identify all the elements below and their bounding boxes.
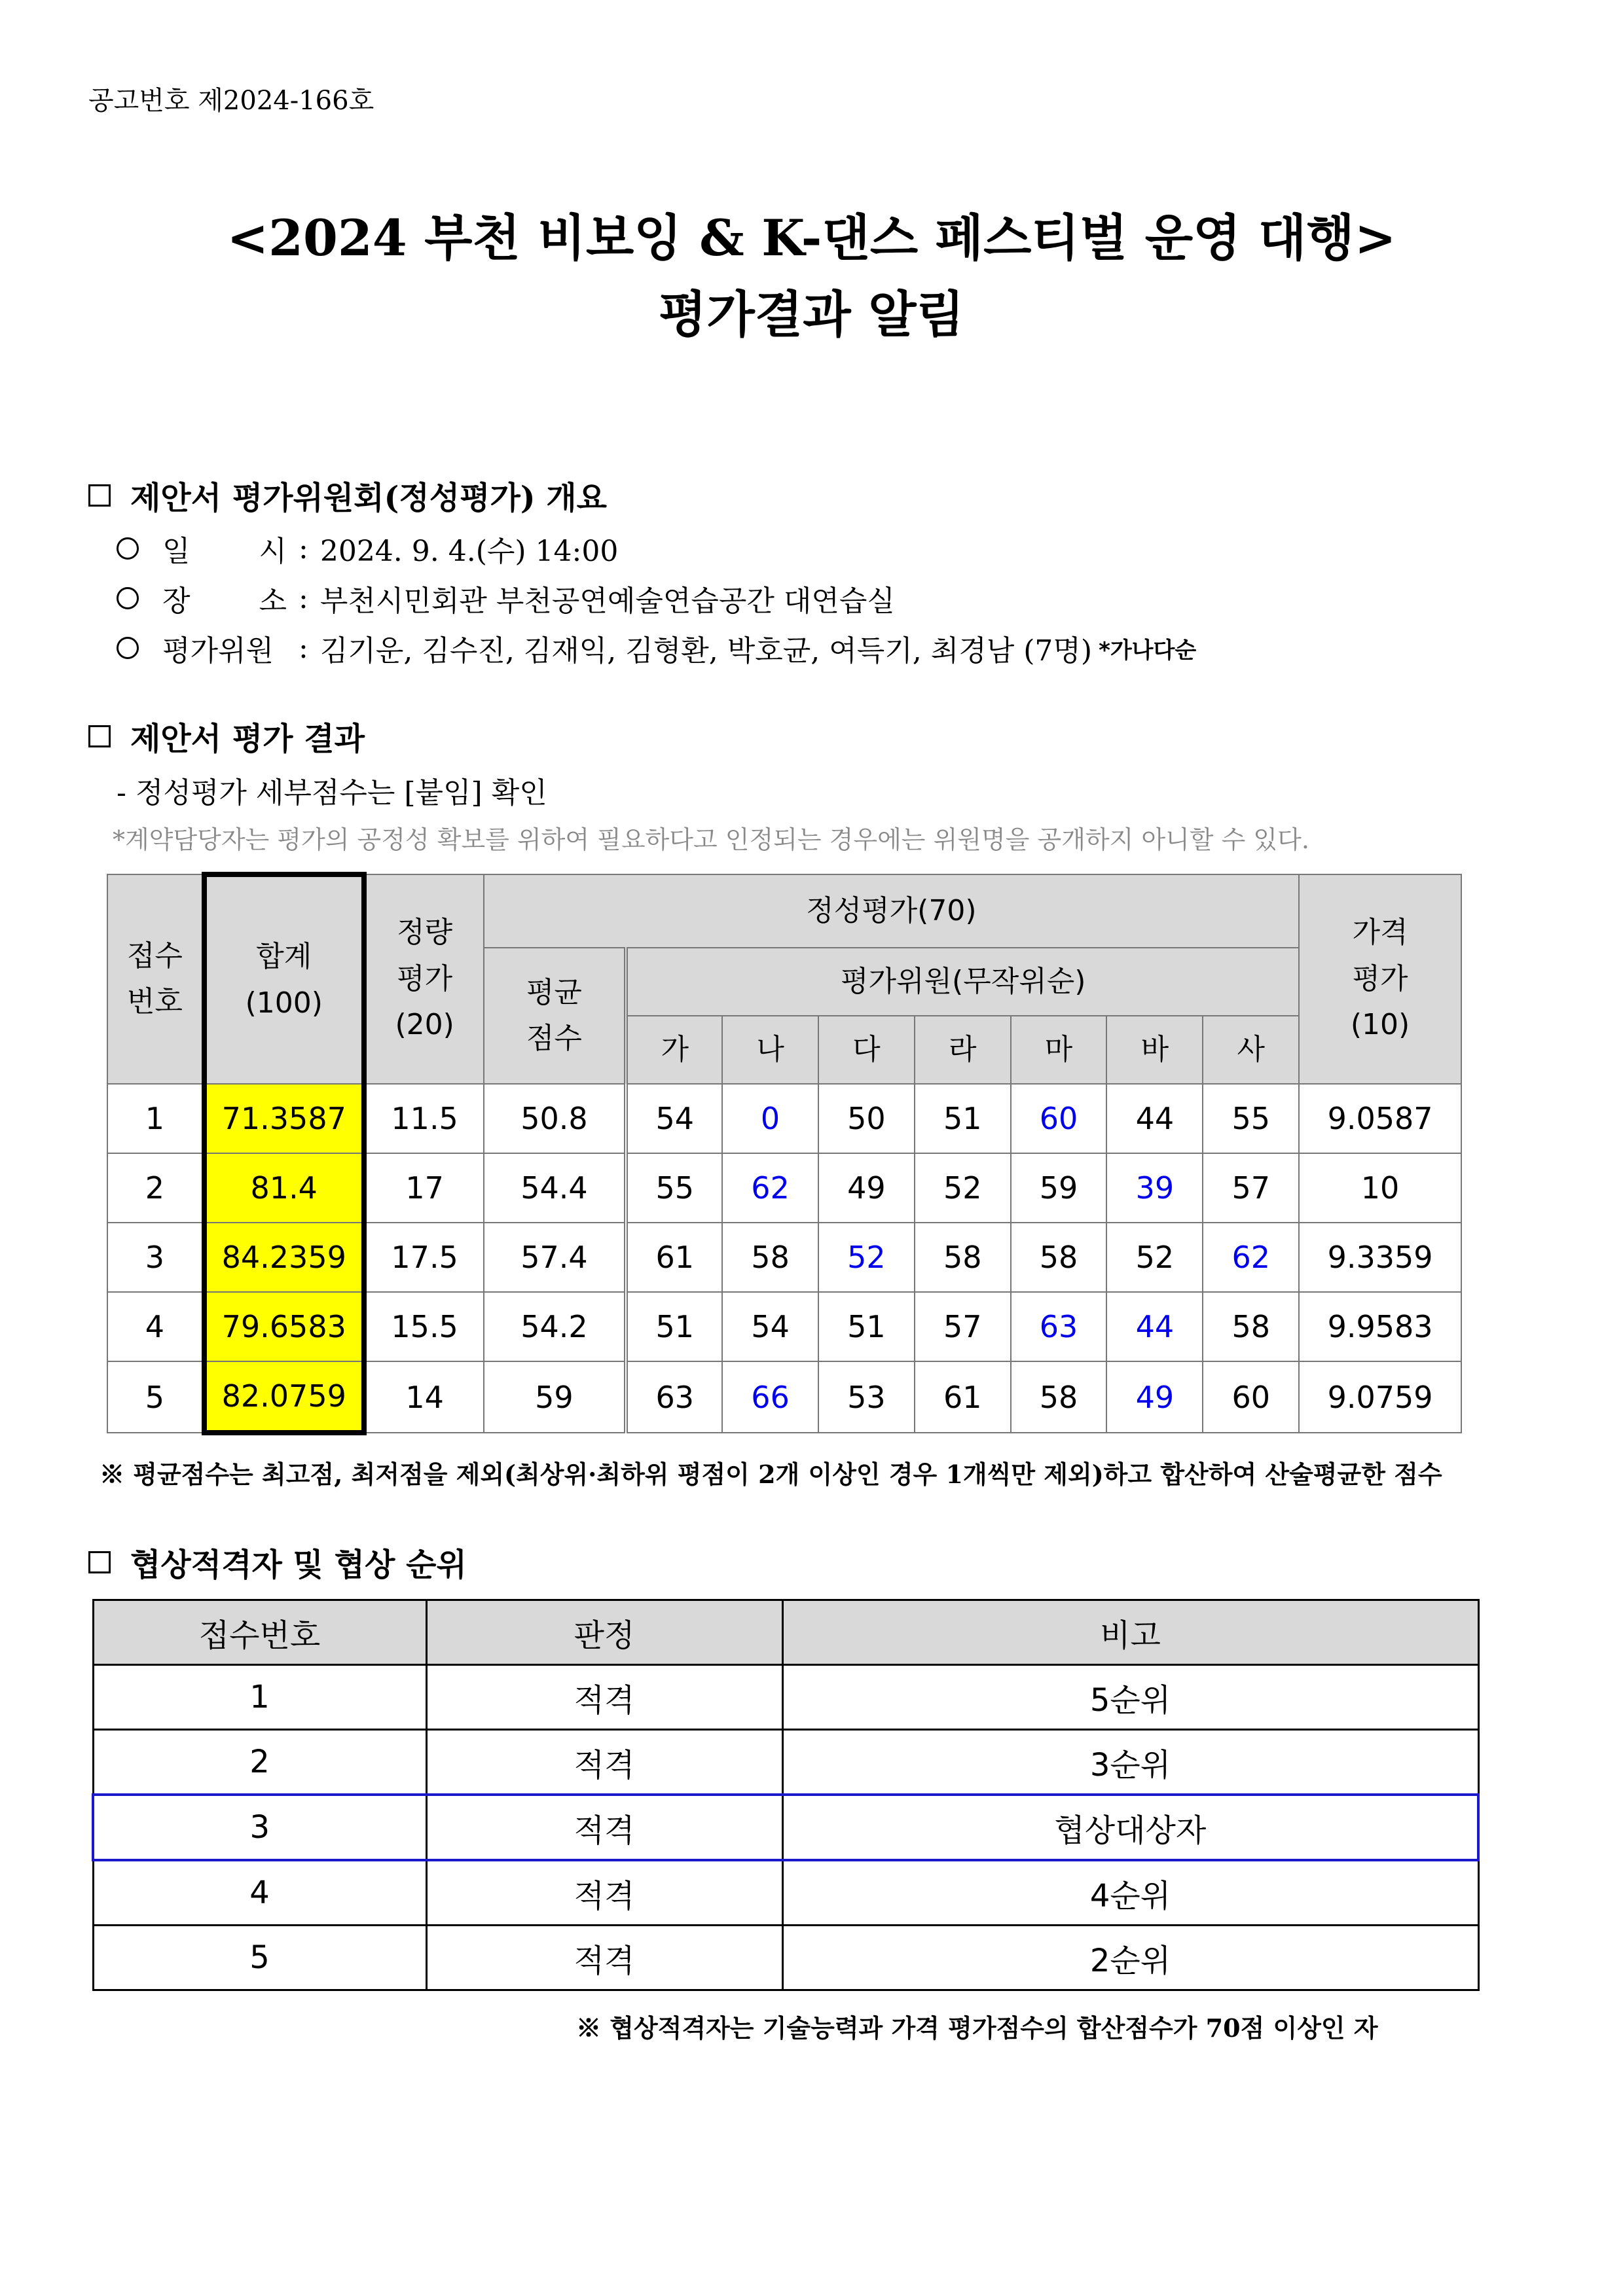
evaluator-score-cell: 66 xyxy=(722,1361,818,1433)
negotiation-row xyxy=(93,1730,1478,1795)
evaluator-score-cell: 44 xyxy=(1106,1084,1203,1153)
section-overview-heading: 제안서 평가위원회(정성평가) 개요 xyxy=(88,473,607,518)
negotiation-row xyxy=(93,1665,1478,1730)
judgement-cell: 적격 xyxy=(426,1795,782,1860)
avg-score-cell: 54.2 xyxy=(484,1292,627,1361)
evaluator-header: 사 xyxy=(1203,1016,1299,1084)
evaluator-header: 바 xyxy=(1106,1016,1203,1084)
score-row xyxy=(107,1153,1461,1223)
receipt-no-cell: 5 xyxy=(107,1361,204,1433)
evaluator-header: 가 xyxy=(626,1016,722,1084)
header-total: 합계 (100) xyxy=(204,874,364,1084)
evaluator-score-cell: 62 xyxy=(722,1153,818,1223)
judgement-cell: 적격 xyxy=(426,1730,782,1795)
header-receipt-no: 접수 번호 xyxy=(107,874,204,1084)
total-score-cell: 79.6583 xyxy=(204,1292,364,1361)
receipt-no-cell: 2 xyxy=(107,1153,204,1223)
evaluator-score-cell: 52 xyxy=(915,1153,1011,1223)
remark-cell: 2순위 xyxy=(782,1926,1478,1990)
header-avg: 평균 점수 xyxy=(484,948,627,1084)
evaluator-header: 나 xyxy=(722,1016,818,1084)
total-score-cell: 81.4 xyxy=(204,1153,364,1223)
header-price: 가격 평가 (10) xyxy=(1299,874,1461,1084)
evaluator-score-cell: 60 xyxy=(1011,1084,1107,1153)
score-row xyxy=(107,1084,1461,1153)
section-negotiation-heading: 협상적격자 및 협상 순위 xyxy=(88,1539,467,1585)
remark-cell: 협상대상자 xyxy=(782,1795,1478,1860)
results-disclaimer: *계약담당자는 평가의 공정성 확보를 위하여 필요하다고 인정되는 경우에는 위원명을 공개하지 아니할 수 있다. xyxy=(113,825,1309,854)
evaluator-score-cell: 51 xyxy=(626,1292,722,1361)
evaluator-score-cell: 57 xyxy=(1203,1153,1299,1223)
evaluator-score-cell: 53 xyxy=(818,1361,915,1433)
evaluator-score-cell: 54 xyxy=(722,1292,818,1361)
quant-score-cell: 17 xyxy=(364,1153,484,1223)
receipt-no-cell: 3 xyxy=(107,1223,204,1292)
square-bullet-icon xyxy=(88,725,111,747)
overview-item-place: 장 소 : 부천시민회관 부천공연예술연습공간 대연습실 xyxy=(117,577,895,619)
total-score-cell: 84.2359 xyxy=(204,1223,364,1292)
header-panel: 평가위원(무작위순) xyxy=(626,948,1299,1016)
evaluator-score-cell: 58 xyxy=(722,1223,818,1292)
judgement-cell: 적격 xyxy=(426,1665,782,1730)
square-bullet-icon xyxy=(88,484,111,507)
header-judgement: 판정 xyxy=(426,1600,782,1665)
score-row xyxy=(107,1292,1461,1361)
receipt-no-cell: 3 xyxy=(93,1795,426,1860)
evaluator-score-cell: 55 xyxy=(626,1153,722,1223)
results-subnote: - 정성평가 세부점수는 [붙임] 확인 xyxy=(117,776,547,810)
document-title: <2024 부천 비보잉 & K-댄스 페스티벌 운영 대행> xyxy=(227,209,1396,267)
evaluator-score-cell: 0 xyxy=(722,1084,818,1153)
remark-cell: 4순위 xyxy=(782,1860,1478,1926)
quant-score-cell: 15.5 xyxy=(364,1292,484,1361)
receipt-no-cell: 1 xyxy=(93,1665,426,1730)
avg-score-cell: 57.4 xyxy=(484,1223,627,1292)
price-score-cell: 9.3359 xyxy=(1299,1223,1461,1292)
header-quant: 정량 평가 (20) xyxy=(364,874,484,1084)
avg-score-cell: 50.8 xyxy=(484,1084,627,1153)
overview-item-date: 일 시 : 2024. 9. 4.(수) 14:00 xyxy=(117,528,618,569)
evaluator-score-cell: 54 xyxy=(626,1084,722,1153)
score-table xyxy=(107,872,1462,1435)
price-score-cell: 9.0587 xyxy=(1299,1084,1461,1153)
quant-score-cell: 14 xyxy=(364,1361,484,1433)
evaluator-score-cell: 60 xyxy=(1203,1361,1299,1433)
negotiation-row xyxy=(93,1795,1478,1860)
notice-number: 공고번호 제2024-166호 xyxy=(88,86,374,116)
judgement-cell: 적격 xyxy=(426,1860,782,1926)
price-score-cell: 10 xyxy=(1299,1153,1461,1223)
score-row xyxy=(107,1223,1461,1292)
evaluator-score-cell: 61 xyxy=(915,1361,1011,1433)
circle-bullet-icon xyxy=(117,637,139,659)
header-qual: 정성평가(70) xyxy=(484,874,1300,948)
document-subtitle: 평가결과 알림 xyxy=(659,285,964,344)
score-row xyxy=(107,1361,1461,1433)
evaluator-header: 마 xyxy=(1011,1016,1107,1084)
evaluator-score-cell: 51 xyxy=(915,1084,1011,1153)
evaluator-score-cell: 58 xyxy=(1011,1223,1107,1292)
remark-cell: 3순위 xyxy=(782,1730,1478,1795)
negotiation-footnote: ※ 협상적격자는 기술능력과 가격 평가점수의 합산점수가 70점 이상인 자 xyxy=(576,2013,1378,2043)
evaluator-score-cell: 49 xyxy=(818,1153,915,1223)
negotiation-row xyxy=(93,1860,1478,1926)
section-results-heading: 제안서 평가 결과 xyxy=(88,713,365,759)
evaluator-score-cell: 63 xyxy=(626,1361,722,1433)
total-score-cell: 82.0759 xyxy=(204,1361,364,1433)
evaluator-score-cell: 51 xyxy=(818,1292,915,1361)
receipt-no-cell: 1 xyxy=(107,1084,204,1153)
negotiation-row xyxy=(93,1926,1478,1990)
evaluator-score-cell: 58 xyxy=(915,1223,1011,1292)
avg-score-cell: 54.4 xyxy=(484,1153,627,1223)
quant-score-cell: 11.5 xyxy=(364,1084,484,1153)
evaluator-score-cell: 49 xyxy=(1106,1361,1203,1433)
evaluator-score-cell: 57 xyxy=(915,1292,1011,1361)
price-score-cell: 9.0759 xyxy=(1299,1361,1461,1433)
remark-cell: 5순위 xyxy=(782,1665,1478,1730)
circle-bullet-icon xyxy=(117,587,139,609)
evaluator-score-cell: 61 xyxy=(626,1223,722,1292)
evaluator-header: 라 xyxy=(915,1016,1011,1084)
evaluator-score-cell: 44 xyxy=(1106,1292,1203,1361)
total-score-cell: 71.3587 xyxy=(204,1084,364,1153)
avg-footnote: ※ 평균점수는 최고점, 최저점을 제외(최상위·최하위 평점이 2개 이상인 경우 1개씩만 제외)하고 합산하여 산술평균한 점수 xyxy=(100,1460,1442,1489)
judgement-cell: 적격 xyxy=(426,1926,782,1990)
header-remark: 비고 xyxy=(782,1600,1478,1665)
evaluator-score-cell: 58 xyxy=(1011,1361,1107,1433)
receipt-no-cell: 2 xyxy=(93,1730,426,1795)
evaluator-score-cell: 59 xyxy=(1011,1153,1107,1223)
evaluator-score-cell: 52 xyxy=(1106,1223,1203,1292)
price-score-cell: 9.9583 xyxy=(1299,1292,1461,1361)
quant-score-cell: 17.5 xyxy=(364,1223,484,1292)
negotiation-table xyxy=(92,1599,1480,1991)
overview-item-evaluators: 평가위원 : 김기운, 김수진, 김재익, 김형환, 박호균, 여득기, 최경남 (7명) *가나다순 xyxy=(117,627,1196,669)
receipt-no-cell: 5 xyxy=(93,1926,426,1990)
evaluator-score-cell: 55 xyxy=(1203,1084,1299,1153)
receipt-no-cell: 4 xyxy=(93,1860,426,1926)
evaluator-score-cell: 50 xyxy=(818,1084,915,1153)
avg-score-cell: 59 xyxy=(484,1361,627,1433)
evaluator-score-cell: 52 xyxy=(818,1223,915,1292)
evaluator-score-cell: 62 xyxy=(1203,1223,1299,1292)
header-receipt-no: 접수번호 xyxy=(93,1600,426,1665)
evaluator-score-cell: 58 xyxy=(1203,1292,1299,1361)
evaluator-score-cell: 39 xyxy=(1106,1153,1203,1223)
square-bullet-icon xyxy=(88,1551,111,1573)
evaluator-header: 다 xyxy=(818,1016,915,1084)
evaluator-score-cell: 63 xyxy=(1011,1292,1107,1361)
circle-bullet-icon xyxy=(117,537,139,560)
receipt-no-cell: 4 xyxy=(107,1292,204,1361)
